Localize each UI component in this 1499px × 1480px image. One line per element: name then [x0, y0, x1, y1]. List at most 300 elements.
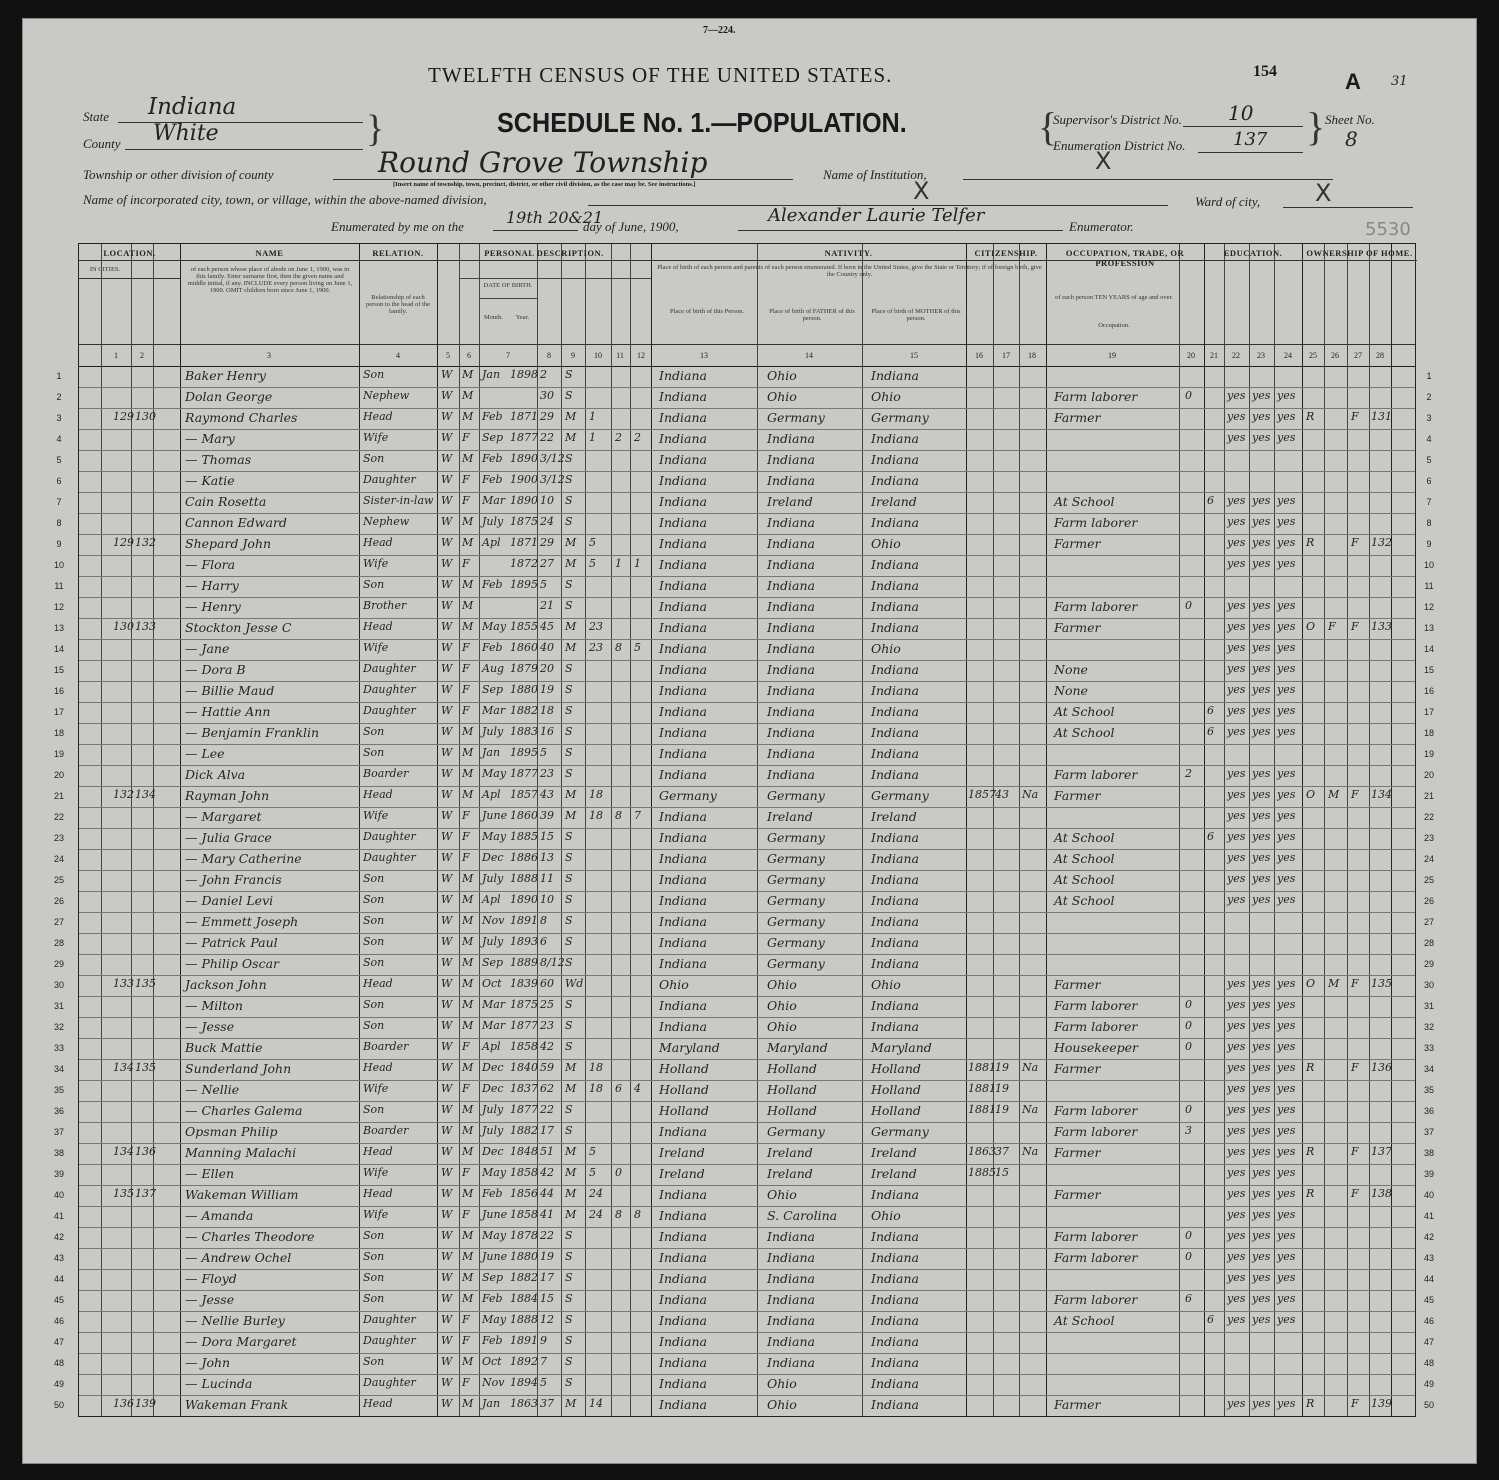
cell-bpf: Indiana [767, 431, 815, 446]
cell-bpf: Indiana [767, 641, 815, 656]
row-number: 18 [1423, 728, 1434, 738]
cell-sex: M [462, 1292, 474, 1305]
cell-rel: Son [363, 935, 385, 948]
cell-w: yes [1252, 809, 1271, 822]
column-number: 11 [616, 351, 624, 360]
cell-r: yes [1227, 662, 1246, 675]
cell-bpm: Indiana [871, 368, 919, 383]
cell-e: yes [1277, 704, 1296, 717]
cell-bpf: Germany [767, 872, 825, 887]
cell-r: yes [1227, 410, 1246, 423]
cell-bpm: Indiana [871, 1313, 919, 1328]
cell-e: yes [1277, 620, 1296, 633]
cell-yr: 1888 [510, 872, 538, 885]
cell-age: 59 [540, 1061, 554, 1074]
cell-age: 13 [540, 851, 554, 864]
cell-name: — John [185, 1355, 231, 1370]
row-number: 50 [53, 1400, 64, 1410]
cell-farm: F [1351, 1145, 1359, 1158]
cell-mc: 0 [615, 1166, 622, 1179]
occupation-label: Occupation. [1098, 322, 1130, 329]
cell-col: W [441, 746, 453, 759]
cell-age: 7 [540, 1355, 547, 1368]
cell-col: W [441, 410, 453, 423]
cell-rel: Head [363, 536, 393, 549]
cell-mo: June [482, 1208, 508, 1221]
cell-rel: Boarder [363, 1040, 409, 1053]
cell-age: 23 [540, 1019, 554, 1032]
cell-mo: Dec [482, 851, 504, 864]
cell-e: yes [1277, 515, 1296, 528]
cell-rel: Sister-in-law [363, 494, 434, 507]
cell-ms: M [565, 410, 577, 423]
column-number: 1 [114, 351, 118, 360]
cell-name: — Philip Oscar [185, 956, 279, 971]
cell-bpm: Indiana [871, 557, 919, 572]
cell-bp: Indiana [659, 704, 707, 719]
cell-age: 27 [540, 557, 554, 570]
cell-own: O [1306, 788, 1316, 801]
cell-mo: Oct [482, 1355, 502, 1368]
cell-ms: Wd [565, 977, 584, 990]
cell-sex: M [462, 977, 474, 990]
cell-ym: 14 [589, 1397, 603, 1410]
cell-r: yes [1227, 788, 1246, 801]
cell-mo: July [482, 515, 504, 528]
cell-name: — Floyd [185, 1271, 237, 1286]
cell-age: 15 [540, 1292, 554, 1305]
cell-own: R [1306, 410, 1315, 423]
cell-ym: 1 [589, 410, 596, 423]
cell-sex: M [462, 788, 474, 801]
cell-ms: M [565, 788, 577, 801]
cell-bp: Indiana [659, 998, 707, 1013]
cell-unemp: 0 [1185, 389, 1192, 402]
cell-e: yes [1277, 1250, 1296, 1263]
cell-name: Wakeman Frank [185, 1397, 289, 1412]
cell-w: yes [1252, 557, 1271, 570]
cell-age: 43 [540, 788, 554, 801]
cell-mc: 6 [615, 1082, 622, 1095]
cell-name: Cain Rosetta [185, 494, 267, 509]
row-number: 41 [53, 1211, 64, 1221]
cell-mc: 8 [615, 1208, 622, 1221]
cell-sex: M [462, 1103, 474, 1116]
cell-ms: S [565, 956, 573, 969]
cell-mo: Apl [482, 893, 501, 906]
cell-farm: F [1351, 1061, 1359, 1074]
cell-rel: Son [363, 725, 385, 738]
cell-mo: Jan [482, 1397, 501, 1410]
enumeration-dates: 19th 20&21 [506, 208, 604, 227]
cell-sched: 133 [1371, 620, 1392, 633]
cell-w: yes [1252, 620, 1271, 633]
cell-age: 44 [540, 1187, 554, 1200]
column-number: 22 [1232, 351, 1240, 360]
cell-name: — Julia Grace [185, 830, 272, 845]
cell-col: W [441, 1124, 453, 1137]
row-number: 44 [1423, 1274, 1434, 1284]
cell-bpf: Indiana [767, 767, 815, 782]
cell-sex: M [462, 872, 474, 885]
cell-yr: 1890 [510, 494, 538, 507]
cell-bp: Indiana [659, 473, 707, 488]
cell-occ: Farmer [1054, 1187, 1101, 1202]
cell-mort: M [1328, 788, 1340, 801]
cell-bpf: Germany [767, 851, 825, 866]
cell-fam: 135 [135, 977, 156, 990]
month-label: Month. [484, 314, 503, 321]
cell-bpm: Indiana [871, 830, 919, 845]
cell-yr: 1871 [510, 410, 538, 423]
cell-mo: July [482, 872, 504, 885]
cell-ms: M [565, 1082, 577, 1095]
column-number: 5 [446, 351, 450, 360]
cell-name: — Daniel Levi [185, 893, 274, 908]
row-number: 30 [53, 980, 64, 990]
row-number: 38 [1423, 1148, 1434, 1158]
cell-ms: S [565, 389, 573, 402]
cell-name: Rayman John [185, 788, 270, 803]
cell-ym: 18 [589, 788, 603, 801]
row-number: 42 [53, 1232, 64, 1242]
cell-ym: 18 [589, 1082, 603, 1095]
cell-sex: M [462, 536, 474, 549]
cell-name: — Lucinda [185, 1376, 253, 1391]
cell-sch: 6 [1207, 494, 1214, 507]
cell-bpf: Indiana [767, 746, 815, 761]
row-number: 11 [54, 581, 64, 591]
cell-bpf: Indiana [767, 578, 815, 593]
cell-col: W [441, 1313, 453, 1326]
cell-bp: Holland [659, 1103, 709, 1118]
cell-rel: Daughter [363, 851, 416, 864]
enumeration-value: 137 [1233, 129, 1268, 150]
cell-unemp: 0 [1185, 1250, 1192, 1263]
cell-mo: Oct [482, 977, 502, 990]
cell-occ: Farm laborer [1054, 515, 1138, 530]
cell-bpm: Germany [871, 410, 929, 425]
row-number: 43 [1423, 1253, 1434, 1263]
cell-w: yes [1252, 1040, 1271, 1053]
cell-age: 2 [540, 368, 547, 381]
cell-bpf: Indiana [767, 1313, 815, 1328]
cell-r: yes [1227, 389, 1246, 402]
row-number: 21 [1423, 791, 1434, 801]
row-number: 46 [53, 1316, 64, 1326]
cell-mo: Sep [482, 683, 504, 696]
cell-ym: 5 [589, 1145, 596, 1158]
cell-cl: 1 [634, 557, 641, 570]
cell-fam: 130 [135, 410, 156, 423]
cell-mo: Mar [482, 998, 506, 1011]
cell-dw: 134 [113, 1145, 134, 1158]
row-number: 5 [56, 455, 62, 465]
row-number: 46 [1423, 1316, 1434, 1326]
cell-w: yes [1252, 683, 1271, 696]
cell-rel: Daughter [363, 683, 416, 696]
cell-bpm: Indiana [871, 473, 919, 488]
enumerator-name: Alexander Laurie Telfer [768, 205, 985, 226]
cell-rel: Head [363, 410, 393, 423]
row-number: 16 [1423, 686, 1434, 696]
cell-age: 29 [540, 410, 554, 423]
cell-bpf: S. Carolina [767, 1208, 838, 1223]
column-number: 8 [547, 351, 551, 360]
cell-sex: M [462, 1250, 474, 1263]
cell-name: — Mary [185, 431, 235, 446]
cell-bpm: Indiana [871, 515, 919, 530]
cell-age: 3/12 [540, 473, 565, 486]
cell-ms: S [565, 851, 573, 864]
cell-bpf: Indiana [767, 473, 815, 488]
cell-w: yes [1252, 1229, 1271, 1242]
cell-rel: Son [363, 452, 385, 465]
cell-unemp: 0 [1185, 1040, 1192, 1053]
cell-r: yes [1227, 1061, 1246, 1074]
cell-e: yes [1277, 494, 1296, 507]
cell-r: yes [1227, 893, 1246, 906]
row-number: 19 [1423, 749, 1434, 759]
cell-occ: Farm laborer [1054, 1019, 1138, 1034]
cell-w: yes [1252, 515, 1271, 528]
cell-yr: 1858 [510, 1166, 538, 1179]
cell-occ: At School [1054, 704, 1115, 719]
cell-yr: 1891 [510, 1334, 538, 1347]
cell-sex: M [462, 1019, 474, 1032]
cell-sex: F [462, 851, 470, 864]
cell-ms: S [565, 473, 573, 486]
cell-occ: Farm laborer [1054, 599, 1138, 614]
cell-col: W [441, 1061, 453, 1074]
cell-bpf: Germany [767, 956, 825, 971]
cell-r: yes [1227, 977, 1246, 990]
cell-sched: 131 [1371, 410, 1392, 423]
cell-yr: 1888 [510, 1313, 538, 1326]
cell-name: Shepard John [185, 536, 272, 551]
row-number: 28 [53, 938, 64, 948]
cell-mo: June [482, 809, 508, 822]
cell-e: yes [1277, 410, 1296, 423]
cell-rel: Daughter [363, 1334, 416, 1347]
cell-bpm: Indiana [871, 725, 919, 740]
cell-col: W [441, 914, 453, 927]
cell-mo: June [482, 1250, 508, 1263]
cell-bpf: Indiana [767, 515, 815, 530]
cell-age: 5 [540, 578, 547, 591]
column-number: 4 [396, 351, 400, 360]
cell-e: yes [1277, 767, 1296, 780]
cell-w: yes [1252, 1208, 1271, 1221]
column-number: 3 [267, 351, 271, 360]
cell-yr: 1894 [510, 1376, 538, 1389]
cell-bpf: Indiana [767, 1250, 815, 1265]
cell-col: W [441, 1040, 453, 1053]
institution-label: Name of Institution, [823, 167, 927, 182]
cell-farm: F [1351, 536, 1359, 549]
cell-ms: S [565, 662, 573, 675]
cell-ms: S [565, 767, 573, 780]
cell-col: W [441, 1355, 453, 1368]
row-number: 10 [53, 560, 64, 570]
cell-mo: Feb [482, 473, 503, 486]
cell-sex: F [462, 662, 470, 675]
cell-occ: At School [1054, 893, 1115, 908]
cell-age: 39 [540, 809, 554, 822]
cell-bpm: Ireland [871, 1145, 917, 1160]
row-number: 49 [53, 1379, 64, 1389]
cell-r: yes [1227, 557, 1246, 570]
cell-yr: 1877 [510, 767, 538, 780]
cell-yr: 1839 [510, 977, 538, 990]
cell-r: yes [1227, 767, 1246, 780]
row-number: 49 [1423, 1379, 1434, 1389]
cell-bpm: Indiana [871, 662, 919, 677]
census-title: TWELFTH CENSUS OF THE UNITED STATES. [428, 63, 893, 87]
cell-age: 19 [540, 683, 554, 696]
cell-sex: F [462, 1208, 470, 1221]
cell-sex: M [462, 746, 474, 759]
cell-bpm: Indiana [871, 452, 919, 467]
cell-ym: 5 [589, 536, 596, 549]
cell-w: yes [1252, 1166, 1271, 1179]
cell-age: 15 [540, 830, 554, 843]
cell-yr: 1885 [510, 830, 538, 843]
column-number: 2 [140, 351, 144, 360]
cell-age: 37 [540, 1397, 554, 1410]
cell-e: yes [1277, 1397, 1296, 1410]
cell-ym: 24 [589, 1187, 603, 1200]
cell-name: Dick Alva [185, 767, 246, 782]
cell-col: W [441, 1166, 453, 1179]
cell-age: 8/12 [540, 956, 565, 969]
cell-yr: 1840 [510, 1061, 538, 1074]
cell-bpf: Indiana [767, 725, 815, 740]
cell-r: yes [1227, 515, 1246, 528]
cell-sex: M [462, 1187, 474, 1200]
row-number: 34 [1423, 1064, 1434, 1074]
cell-bp: Holland [659, 1082, 709, 1097]
state-label: State [83, 109, 109, 124]
cell-ms: S [565, 368, 573, 381]
cell-age: 5 [540, 1376, 547, 1389]
cell-bp: Indiana [659, 1124, 707, 1139]
cell-name: — Henry [185, 599, 241, 614]
cell-r: yes [1227, 1166, 1246, 1179]
cell-imm: 1863 [968, 1145, 996, 1158]
cell-sex: F [462, 1040, 470, 1053]
cell-sex: F [462, 473, 470, 486]
row-number: 6 [1426, 476, 1432, 486]
cell-bp: Indiana [659, 1355, 707, 1370]
cell-mo: Dec [482, 1082, 504, 1095]
cell-yr: 1875 [510, 515, 538, 528]
cell-dw: 134 [113, 1061, 134, 1074]
cell-r: yes [1227, 683, 1246, 696]
row-number: 43 [53, 1253, 64, 1263]
cell-ms: S [565, 452, 573, 465]
cell-yr: 1877 [510, 1103, 538, 1116]
cell-rel: Daughter [363, 662, 416, 675]
cell-bpf: Germany [767, 788, 825, 803]
cell-name: — Flora [185, 557, 236, 572]
cell-col: W [441, 1208, 453, 1221]
column-number: 7 [506, 351, 510, 360]
cell-bp: Germany [659, 788, 717, 803]
row-number: 1 [56, 371, 62, 381]
row-number: 13 [1423, 623, 1434, 633]
row-number: 11 [1424, 581, 1434, 591]
cell-r: yes [1227, 872, 1246, 885]
form-number: 7—224. [703, 25, 736, 36]
cell-mc: 8 [615, 641, 622, 654]
cell-e: yes [1277, 788, 1296, 801]
row-number: 32 [53, 1022, 64, 1032]
cell-ms: S [565, 1292, 573, 1305]
column-number: 26 [1331, 351, 1339, 360]
column-number: 9 [571, 351, 575, 360]
cell-sex: M [462, 1061, 474, 1074]
cell-ms: M [565, 536, 577, 549]
row-number: 6 [56, 476, 62, 486]
cell-mo: Feb [482, 578, 503, 591]
cell-bpf: Indiana [767, 599, 815, 614]
cell-sex: M [462, 578, 474, 591]
cell-ms: S [565, 914, 573, 927]
cell-own: O [1306, 977, 1316, 990]
cell-yr: 1878 [510, 1229, 538, 1242]
cell-mo: Sep [482, 431, 504, 444]
cell-e: yes [1277, 998, 1296, 1011]
cell-bpf: Holland [767, 1082, 817, 1097]
cell-name: — Hattie Ann [185, 704, 271, 719]
cell-age: 16 [540, 725, 554, 738]
cell-occ: Farm laborer [1054, 1292, 1138, 1307]
cell-ms: M [565, 557, 577, 570]
row-number: 3 [56, 413, 62, 423]
cell-rel: Wife [363, 1082, 389, 1095]
cell-bp: Indiana [659, 893, 707, 908]
cell-mo: Mar [482, 494, 506, 507]
cell-occ: At School [1054, 830, 1115, 845]
cell-bpf: Germany [767, 410, 825, 425]
cell-sex: M [462, 1124, 474, 1137]
row-number: 48 [1423, 1358, 1434, 1368]
cell-r: yes [1227, 494, 1246, 507]
cell-ms: S [565, 998, 573, 1011]
row-number: 50 [1423, 1400, 1434, 1410]
cell-bp: Indiana [659, 683, 707, 698]
nativity-heading: NATIVITY. [824, 248, 873, 258]
cell-yrs: 15 [995, 1166, 1009, 1179]
cell-ym: 23 [589, 620, 603, 633]
cell-name: Wakeman William [185, 1187, 299, 1202]
cell-nat: Na [1022, 1061, 1039, 1074]
cell-e: yes [1277, 1313, 1296, 1326]
cell-name: — Jesse [185, 1019, 235, 1034]
cell-e: yes [1277, 1208, 1296, 1221]
cell-bpm: Indiana [871, 1250, 919, 1265]
cell-rel: Son [363, 998, 385, 1011]
cell-name: — Charles Galema [185, 1103, 303, 1118]
cell-bpf: Ohio [767, 368, 797, 383]
cell-name: — Nellie Burley [185, 1313, 285, 1328]
cell-w: yes [1252, 830, 1271, 843]
cell-bp: Indiana [659, 767, 707, 782]
cell-cl: 8 [634, 1208, 641, 1221]
cell-r: yes [1227, 1292, 1246, 1305]
cell-yr: 1882 [510, 1271, 538, 1284]
